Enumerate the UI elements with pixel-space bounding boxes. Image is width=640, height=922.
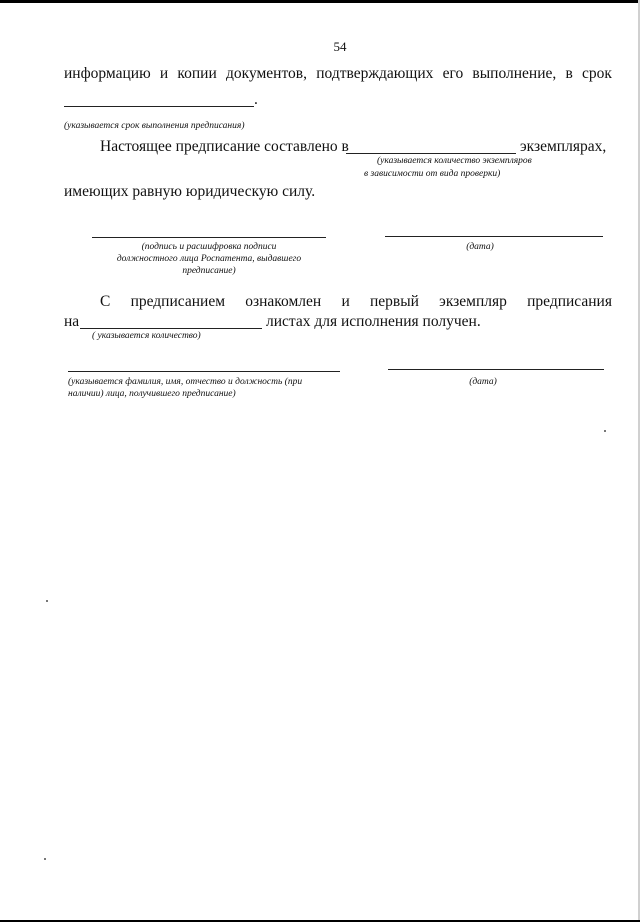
recipient-note-line-1: (указывается фамилия, имя, отчество и должность (при <box>68 377 303 387</box>
copies-trail-text: экземплярах, <box>520 138 607 155</box>
sheets-lead-text: на <box>64 313 80 330</box>
acknowledgement-line-1 <box>100 293 612 311</box>
recipient-date-note: (дата) <box>469 377 497 387</box>
word: ознакомлен <box>245 293 322 310</box>
word: экземпляр <box>439 293 507 310</box>
scan-speck <box>44 858 46 860</box>
word: информацию <box>64 65 151 82</box>
blank-line-sheets[interactable] <box>80 328 262 329</box>
scan-edge-top <box>0 0 640 3</box>
paragraph-line-1 <box>64 65 612 83</box>
legal-force-text: имеющих равную юридическую силу. <box>64 183 316 200</box>
word: подтверждающих <box>316 65 434 82</box>
word: предписанием <box>130 293 226 310</box>
date-line-recipient[interactable] <box>388 369 604 370</box>
sheets-note: ( указывается количество) <box>92 331 201 341</box>
copies-note-line-1: (указывается количество экземпляров <box>377 156 532 166</box>
blank-line-copies[interactable] <box>346 153 516 154</box>
sheets-trail-text: листах для исполнения получен. <box>266 313 481 330</box>
copies-lead-text: Настоящее предписание составлено в <box>100 138 349 155</box>
period: . <box>254 91 258 108</box>
blank-line-deadline[interactable] <box>64 106 254 107</box>
issuer-note-line-3: предписание) <box>182 266 236 276</box>
word: срок <box>582 65 612 82</box>
scan-speck <box>46 600 48 602</box>
word: и <box>341 293 350 310</box>
page-number: 54 <box>333 39 347 54</box>
word: С <box>100 293 111 310</box>
signature-line-issuer[interactable] <box>92 237 326 238</box>
word: и <box>159 65 169 82</box>
signature-line-recipient[interactable] <box>68 371 340 372</box>
word: в <box>565 65 573 82</box>
word: предписания <box>527 293 612 310</box>
issuer-note-line-1: (подпись и расшифровка подписи <box>141 242 277 252</box>
deadline-note: (указывается срок выполнения предписания) <box>64 121 245 131</box>
date-line-issuer[interactable] <box>385 236 603 237</box>
word: первый <box>369 293 419 310</box>
scan-speck <box>604 430 606 432</box>
word: копии <box>177 65 217 82</box>
copies-note-line-2: в зависимости от вида проверки) <box>364 169 501 179</box>
word: документов, <box>226 65 307 82</box>
recipient-note-line-2: наличии) лица, получившего предписание) <box>68 389 236 399</box>
issuer-note-line-2: должностного лица Роспатента, выдавшего <box>116 254 302 264</box>
word: его <box>442 65 464 82</box>
issuer-date-note: (дата) <box>466 242 494 252</box>
word: выполнение, <box>472 65 557 82</box>
